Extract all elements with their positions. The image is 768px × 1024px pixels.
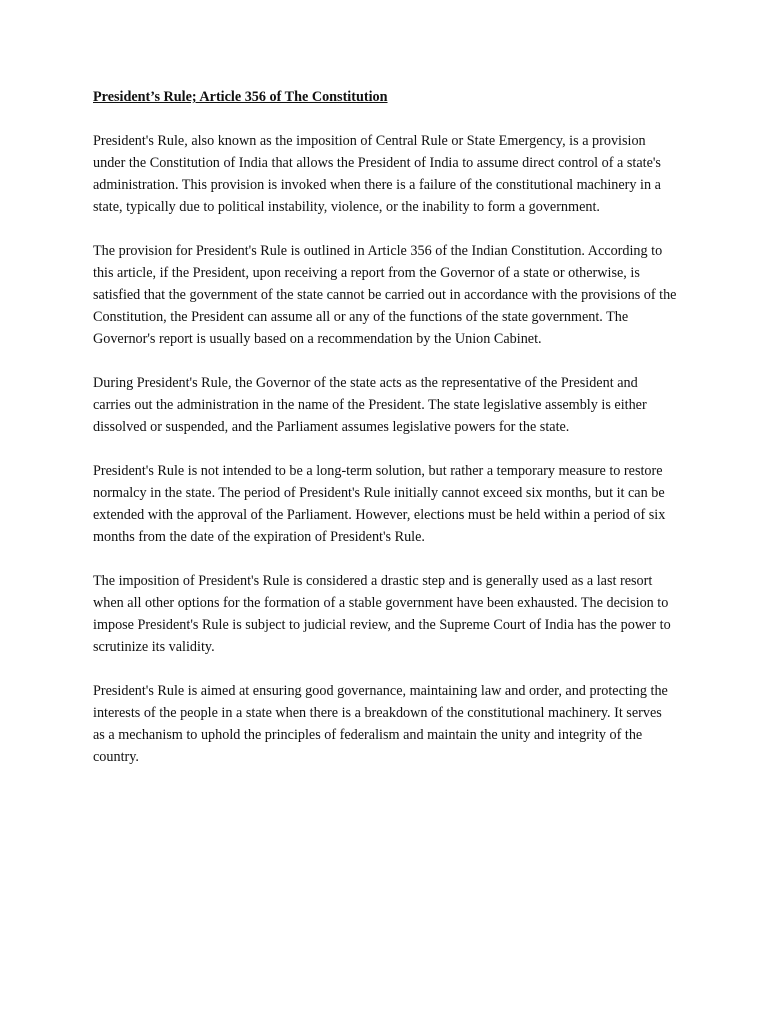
paragraph-6: President's Rule is aimed at ensuring good governance, maintaining law and order, and protecting the interests of the people in a state when there is a breakdown of the constitutional machinery. It serves as a mechanism to uphold the principles of federalism and maintain the unity and integrity of the country. [93, 683, 668, 765]
paragraph-1: President's Rule, also known as the imposition of Central Rule or State Emergency, is a provision under the Constitution of India that allows the President of India to assume direct control of a state's administration. This provision is invoked when there is a failure of the constitutional machinery in a state, typically due to political instability, violence, or the inability to form a government. [93, 133, 661, 215]
paragraph-5: The imposition of President's Rule is considered a drastic step and is generally used as a last resort when all other options for the formation of a stable government have been exhausted. The decision to impose President's Rule is subject to judicial review, and the Supreme Court of India has the power to scrutinize its validity. [93, 573, 671, 655]
document-title: President’s Rule; Article 356 of The Constitution [93, 89, 388, 105]
paragraph-2: The provision for President's Rule is outlined in Article 356 of the Indian Constitution. According to this article, if the President, upon receiving a report from the Governor of a state or otherwise, is satisfied that the government of the state cannot be carried out in accordance with the provisions of the Constitution, the President can assume all or any of the functions of the state government. The Governor's report is usually based on a recommendation by the Union Cabinet. [93, 243, 677, 347]
document-body [93, 86, 677, 768]
paragraph-4: President's Rule is not intended to be a long-term solution, but rather a temporary measure to restore normalcy in the state. The period of President's Rule initially cannot exceed six months, but it can be extended with the approval of the Parliament. However, elections must be held within a period of six months from the date of the expiration of President's Rule. [93, 463, 666, 545]
paragraph-3: During President's Rule, the Governor of the state acts as the representative of the President and carries out the administration in the name of the President. The state legislative assembly is either dissolved or suspended, and the Parliament assumes legislative powers for the state. [93, 375, 647, 435]
